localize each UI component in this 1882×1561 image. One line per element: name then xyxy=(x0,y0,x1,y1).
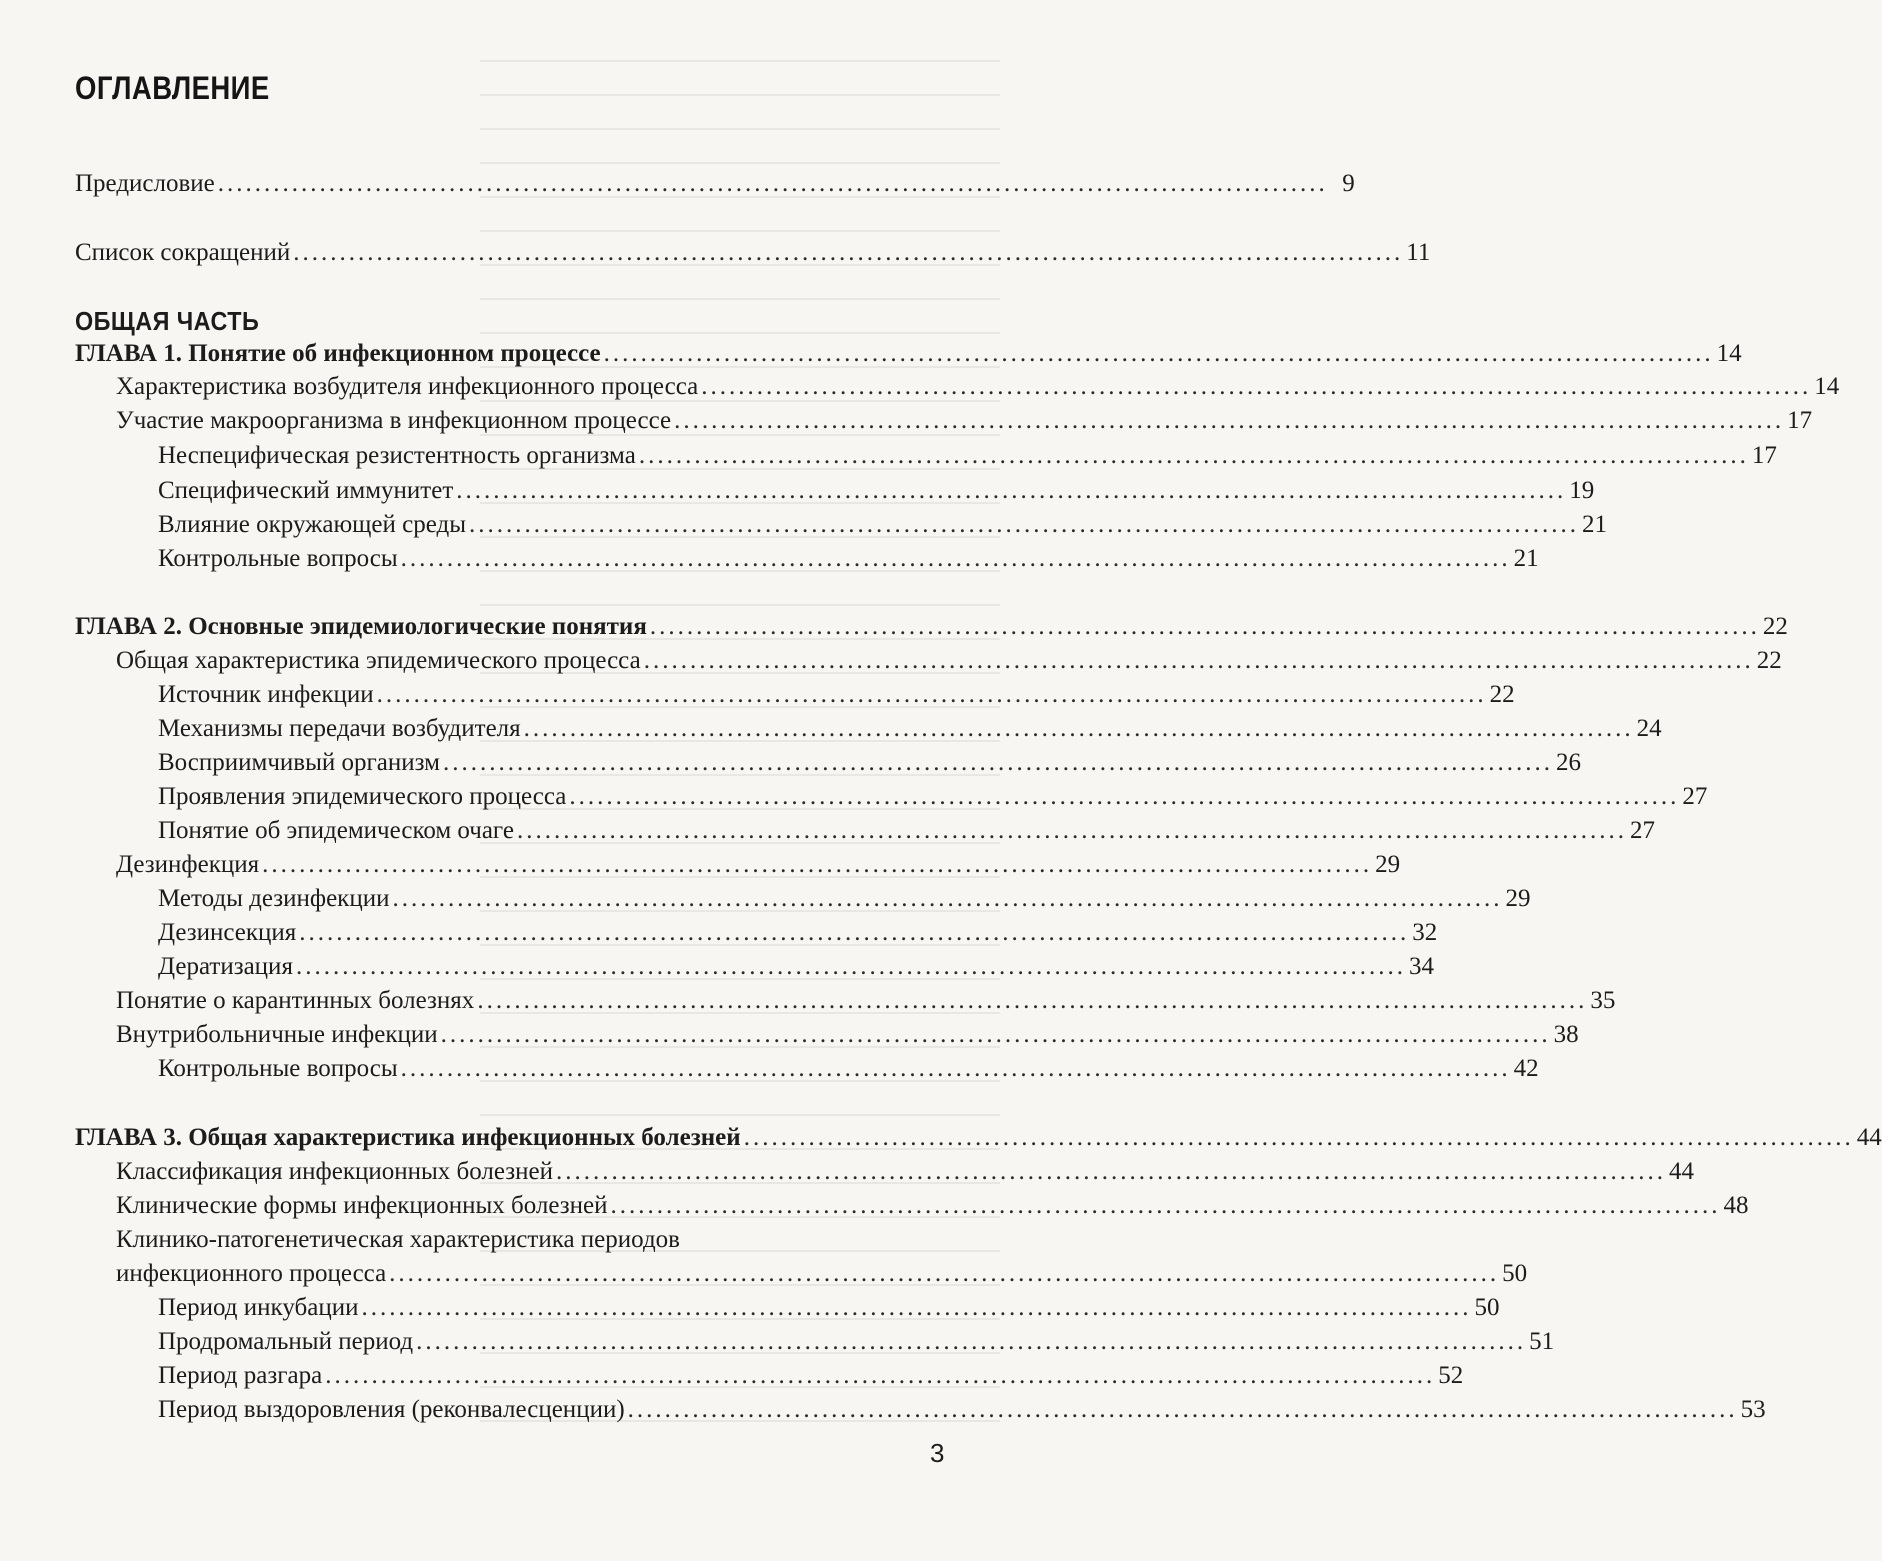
toc-entry-label: ГЛАВА 3. Общая характеристика инфекционных болезней xyxy=(75,1124,741,1151)
toc-entry-label: Источник инфекции xyxy=(158,681,374,708)
toc-entry-label: Участие макроорганизма в инфекционном процессе xyxy=(116,407,672,434)
dot-leader: ........................................................................................................................ xyxy=(442,749,1553,776)
toc-entry[interactable] xyxy=(116,985,1616,1017)
toc-chapter-entry[interactable] xyxy=(75,338,1742,370)
toc-page-number: 14 xyxy=(1716,340,1742,367)
toc-page-number: 32 xyxy=(1412,919,1438,946)
toc-entry-label: Дератизация xyxy=(158,953,293,980)
dot-leader: ........................................................................................................................ xyxy=(516,817,1627,844)
toc-page-number: 50 xyxy=(1502,1260,1528,1287)
toc-page-number: 29 xyxy=(1375,851,1401,878)
toc-page-number: 38 xyxy=(1553,1021,1579,1048)
section-heading: ОБЩАЯ ЧАСТЬ xyxy=(75,306,260,336)
toc-entry-label: Клинические формы инфекционных болезней xyxy=(116,1192,608,1219)
toc-entry-label: Методы дезинфекции xyxy=(158,885,390,912)
toc-page-number: 42 xyxy=(1513,1055,1539,1082)
toc-page-number: 19 xyxy=(1569,477,1595,504)
toc-entry[interactable] xyxy=(75,168,1355,200)
toc-entry[interactable] xyxy=(158,747,1581,779)
toc-entry-label: ГЛАВА 1. Понятие об инфекционном процессе xyxy=(75,340,601,367)
toc-entry-label: Дезинфекция xyxy=(116,851,260,878)
dot-leader: ........................................................................................................................ xyxy=(523,715,1634,742)
toc-page-number: 26 xyxy=(1555,749,1581,776)
dot-leader: ........................................................................................................................ xyxy=(569,783,1680,810)
toc-chapter-entry[interactable] xyxy=(75,1122,1882,1154)
toc-entry[interactable] xyxy=(158,951,1434,983)
toc-entry[interactable] xyxy=(158,1360,1464,1392)
dot-leader: ........................................................................................................................ xyxy=(610,1192,1721,1219)
toc-entry-label: Период разгара xyxy=(158,1362,323,1389)
toc-entry-label: Список сокращений xyxy=(75,239,291,266)
toc-page-number: 24 xyxy=(1636,715,1662,742)
toc-entry[interactable] xyxy=(116,405,1813,437)
toc-entry[interactable] xyxy=(116,1258,1528,1290)
toc-entry[interactable] xyxy=(75,237,1431,269)
dot-leader: ........................................................................................................................ xyxy=(638,442,1749,469)
toc-entry[interactable] xyxy=(158,543,1539,575)
toc-page-number: 29 xyxy=(1505,885,1531,912)
toc-page-number: 51 xyxy=(1529,1328,1555,1355)
toc-entry-label: Специфический иммунитет xyxy=(158,477,454,504)
page-title: ОГЛАВЛЕНИЕ xyxy=(75,70,270,106)
toc-entry[interactable] xyxy=(158,781,1708,813)
toc-entry-label: Характеристика возбудителя инфекционного процесса xyxy=(116,373,699,400)
toc-page-number: 21 xyxy=(1582,511,1608,538)
toc-entry[interactable] xyxy=(158,1053,1539,1085)
toc-page-number: 48 xyxy=(1723,1192,1749,1219)
dot-leader: ........................................................................................................................ xyxy=(361,1294,1472,1321)
toc-entry[interactable] xyxy=(116,1156,1695,1188)
toc-entry-label: Контрольные вопросы xyxy=(158,1055,398,1082)
toc-entry[interactable] xyxy=(158,815,1655,847)
toc-entry-label: Период инкубации xyxy=(158,1294,359,1321)
dot-leader: ........................................................................................................................ xyxy=(262,851,1373,878)
toc-page-number: 17 xyxy=(1751,442,1777,469)
toc-entry-label-first-line: Клинико-патогенетическая характеристика периодов xyxy=(116,1226,680,1253)
dot-leader: ........................................................................................................................ xyxy=(469,511,1580,538)
toc-page-number: 14 xyxy=(1814,373,1840,400)
dot-leader: ........................................................................................................................ xyxy=(701,373,1812,400)
toc-entry-label: Понятие о карантинных болезнях xyxy=(116,987,475,1014)
toc-page-number: 11 xyxy=(1406,239,1431,266)
toc-entry-label: ГЛАВА 2. Основные эпидемиологические понятия xyxy=(75,613,647,640)
toc-entry[interactable] xyxy=(116,645,1782,677)
toc-page-number: 9 xyxy=(1342,170,1355,197)
toc-entry[interactable] xyxy=(158,883,1531,915)
toc-entry[interactable] xyxy=(158,917,1438,949)
toc-entry-label: Неспецифическая резистентность организма xyxy=(158,442,636,469)
toc-page-number: 50 xyxy=(1474,1294,1500,1321)
dot-leader: ........................................................................................................................ xyxy=(440,1021,1551,1048)
toc-entry-label: Механизмы передачи возбудителя xyxy=(158,715,521,742)
toc-entry-label: Классификация инфекционных болезней xyxy=(116,1158,554,1185)
toc-entry-label: Дезинсекция xyxy=(158,919,297,946)
toc-page-number: 22 xyxy=(1756,647,1782,674)
dot-leader: ........................................................................................................................ xyxy=(416,1328,1527,1355)
dot-leader: ........................................................................................................................ xyxy=(400,545,1511,572)
page-number: 3 xyxy=(930,1438,945,1468)
toc-page-number: 22 xyxy=(1762,613,1788,640)
toc-entry-label: инфекционного процесса xyxy=(116,1260,387,1287)
toc-page-number: 52 xyxy=(1438,1362,1464,1389)
toc-page-number: 53 xyxy=(1740,1396,1766,1423)
toc-chapter-entry[interactable] xyxy=(75,611,1788,643)
toc-entry-label: Общая характеристика эпидемического процесса xyxy=(116,647,641,674)
dot-leader: ........................................................................................................................ xyxy=(299,919,1410,946)
toc-page-number: 35 xyxy=(1590,987,1616,1014)
toc-entry[interactable] xyxy=(158,1292,1500,1324)
toc-entry[interactable] xyxy=(116,1190,1749,1222)
toc-page-number: 44 xyxy=(1856,1124,1882,1151)
toc-entry-label: Влияние окружающей среды xyxy=(158,511,467,538)
dot-leader: ........................................................................................................................ xyxy=(649,613,1760,640)
toc-entry[interactable] xyxy=(158,440,1777,472)
toc-entry-label: Контрольные вопросы xyxy=(158,545,398,572)
dot-leader: ........................................................................................................................ xyxy=(389,1260,1500,1287)
toc-entry[interactable] xyxy=(158,475,1595,507)
toc-page-number: 27 xyxy=(1629,817,1655,844)
toc-entry-label: Восприимчивый организм xyxy=(158,749,440,776)
dot-leader: ........................................................................................................................ xyxy=(400,1055,1511,1082)
dot-leader: ........................................................................................................................ xyxy=(556,1158,1667,1185)
toc-entry[interactable] xyxy=(158,509,1608,541)
dot-leader: ........................................................................................................................ xyxy=(325,1362,1436,1389)
toc-entry-label: Внутрибольничные инфекции xyxy=(116,1021,438,1048)
toc-page-number: 27 xyxy=(1682,783,1708,810)
toc-entry-label: Понятие об эпидемическом очаге xyxy=(158,817,514,844)
dot-leader: ........................................................................................................................ xyxy=(477,987,1588,1014)
toc-page-number: 22 xyxy=(1489,681,1515,708)
toc-page-number: 44 xyxy=(1669,1158,1695,1185)
toc-entry[interactable] xyxy=(116,849,1401,881)
toc-page-number: 21 xyxy=(1513,545,1539,572)
toc-entry[interactable] xyxy=(158,1326,1555,1358)
toc-entry-label: Проявления эпидемического процесса xyxy=(158,783,567,810)
dot-leader: ........................................................................................................................ xyxy=(674,407,1785,434)
toc-entry[interactable] xyxy=(158,1394,1766,1426)
dot-leader: ........................................................................................................................ xyxy=(376,681,1487,708)
toc-page-number: 17 xyxy=(1787,407,1813,434)
toc-page-number: 34 xyxy=(1408,953,1434,980)
dot-leader: ........................................................................................................................ xyxy=(295,953,1406,980)
toc-entry-label: Продромальный период xyxy=(158,1328,414,1355)
toc-entry[interactable] xyxy=(116,371,1840,403)
toc-entry[interactable] xyxy=(116,1019,1579,1051)
toc-entry[interactable] xyxy=(158,679,1515,711)
dot-leader: ........................................................................................................................ xyxy=(456,477,1567,504)
dot-leader: ........................................................................................................................ xyxy=(217,170,1328,197)
dot-leader: ........................................................................................................................ xyxy=(392,885,1503,912)
dot-leader: ........................................................................................................................ xyxy=(643,647,1754,674)
dot-leader: ........................................................................................................................ xyxy=(603,340,1714,367)
toc-entry-label: Период выздоровления (реконвалесценции) xyxy=(158,1396,625,1423)
toc-entry[interactable] xyxy=(158,713,1662,745)
dot-leader: ........................................................................................................................ xyxy=(627,1396,1738,1423)
dot-leader: ........................................................................................................................ xyxy=(293,239,1404,266)
dot-leader: ........................................................................................................................ xyxy=(743,1124,1854,1151)
toc-entry-label: Предисловие xyxy=(75,170,215,197)
